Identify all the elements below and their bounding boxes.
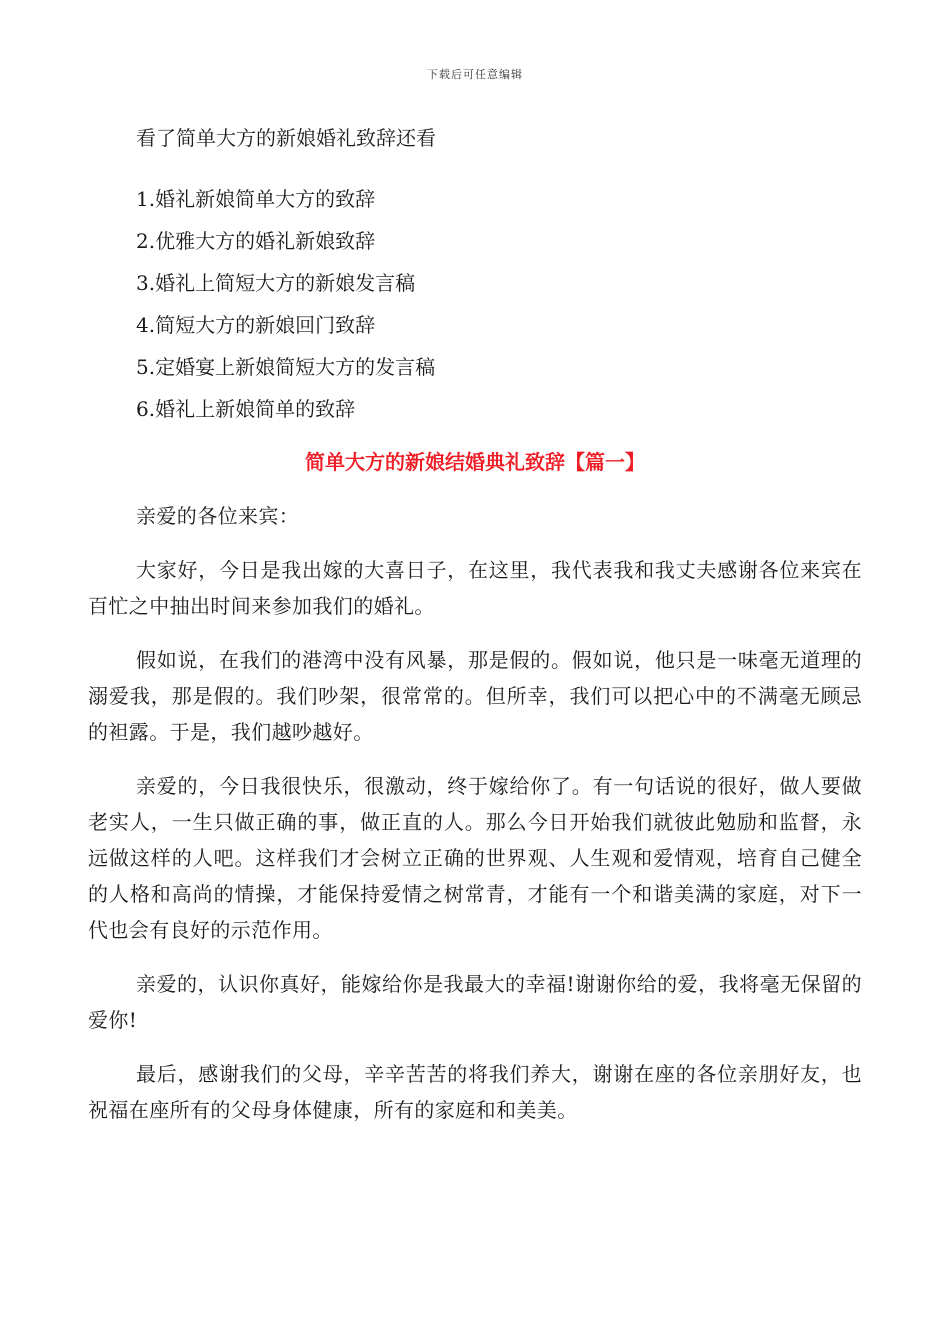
paragraph: 大家好，今日是我出嫁的大喜日子，在这里，我代表我和我丈夫感谢各位来宾在百忙之中抽出时间来参加我们的婚礼。 <box>88 558 862 618</box>
related-article-link[interactable]: 3.婚礼上简短大方的新娘发言稿 <box>136 271 416 295</box>
intro-line: 看了简单大方的新娘婚礼致辞还看 <box>136 126 436 150</box>
related-articles-list <box>88 178 862 430</box>
salutation: 亲爱的各位来宾： <box>136 504 300 528</box>
related-article-link[interactable]: 1.婚礼新娘简单大方的致辞 <box>136 187 376 211</box>
paragraph: 假如说，在我们的港湾中没有风暴，那是假的。假如说，他只是一味毫无道理的溺爱我，那是假的。我们吵架，很常常的。但所幸，我们可以把心中的不满毫无顾忌的袒露。于是，我们越吵越好。 <box>88 648 862 744</box>
related-article-link[interactable]: 4.简短大方的新娘回门致辞 <box>136 313 376 337</box>
related-article-link[interactable]: 5.定婚宴上新娘简短大方的发言稿 <box>136 355 436 379</box>
related-article-link[interactable]: 2.优雅大方的婚礼新娘致辞 <box>136 229 376 253</box>
section-title: 简单大方的新娘结婚典礼致辞【篇一】 <box>305 450 645 474</box>
related-article-link[interactable]: 6.婚礼上新娘简单的致辞 <box>136 397 356 421</box>
paragraph: 亲爱的，认识你真好，能嫁给你是我最大的幸福!谢谢你给的爱，我将毫无保留的爱你! <box>88 972 862 1032</box>
header-note: 下载后可任意编辑 <box>427 68 523 81</box>
paragraph: 亲爱的，今日我很快乐，很激动，终于嫁给你了。有一句话说的很好，做人要做老实人，一生只做正确的事，做正直的人。那么今日开始我们就彼此勉励和监督，永远做这样的人吧。这样我们才会树立正确的世界观、人生观和爱情观，培育自己健全的人格和高尚的情操，才能保持爱情之树常青，才能有一个和谐美满的家庭，对下一代也会有良好的示范作用。 <box>88 774 862 942</box>
paragraph: 最后，感谢我们的父母，辛辛苦苦的将我们养大，谢谢在座的各位亲朋好友，也祝福在座所有的父母身体健康，所有的家庭和和美美。 <box>88 1062 862 1122</box>
document-body <box>88 120 862 1146</box>
